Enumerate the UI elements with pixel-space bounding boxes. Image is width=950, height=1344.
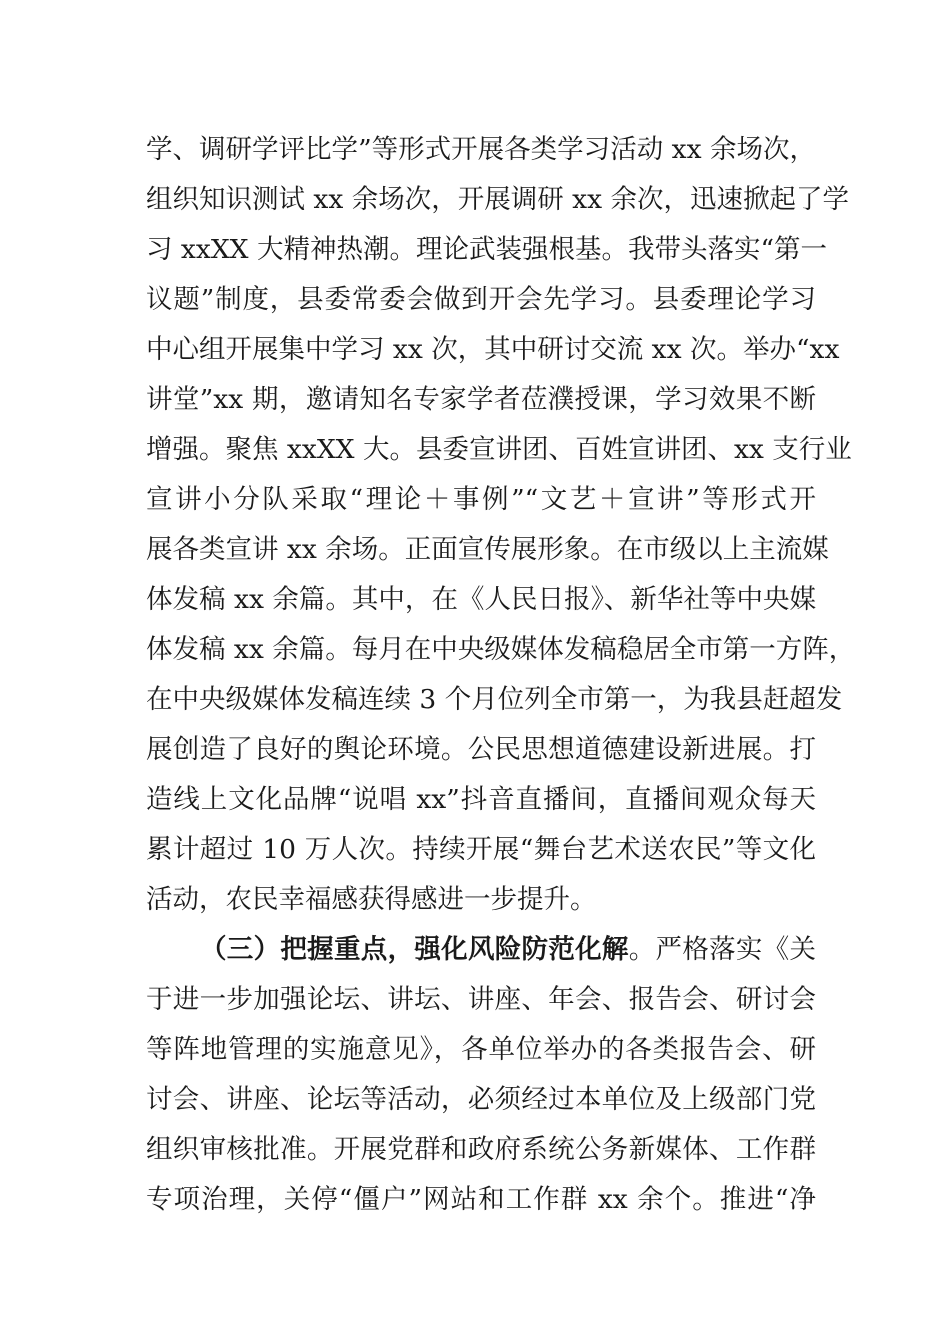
body-text-line: 专项治理，关停“僵户”网站和工作群 xx 余个。推进“净 [146, 1184, 816, 1215]
body-text-line: 在中央级媒体发稿连续 3 个月位列全市第一，为我县赶超发 [146, 684, 843, 715]
body-text-line: 议题”制度，县委常委会做到开会先学习。县委理论学习 [146, 284, 816, 315]
body-text-line: 习 xxXX 大精神热潮。理论武装强根基。我带头落实“第一 [146, 234, 828, 265]
body-text-line: 展各类宣讲 xx 余场。正面宣传展形象。在市级以上主流媒 [146, 534, 829, 565]
body-text-line: 组织审核批准。开展党群和政府系统公务新媒体、工作群 [146, 1134, 816, 1165]
body-text-line: 体发稿 xx 余篇。其中，在《人民日报》、新华社等中央媒 [146, 584, 816, 615]
section-heading-line [200, 930, 816, 970]
body-text-line: 活动，农民幸福感获得感进一步提升。 [146, 884, 597, 915]
body-text-line: 造线上文化品牌“说唱 xx”抖音直播间，直播间观众每天 [146, 784, 816, 815]
section-heading-continuation: 。严格落实《关 [628, 934, 817, 965]
body-text-line: 中心组开展集中学习 xx 次，其中研讨交流 xx 次。举办“xx [146, 334, 840, 365]
body-text-line: 学、调研学评比学”等形式开展各类学习活动 xx 余场次， [146, 134, 816, 165]
body-text-line: 体发稿 xx 余篇。每月在中央级媒体发稿稳居全市第一方阵， [146, 634, 856, 665]
body-text-line: 等阵地管理的实施意见》，各单位举办的各类报告会、研 [146, 1034, 816, 1065]
body-text-line: 于进一步加强论坛、讲坛、讲座、年会、报告会、研讨会 [146, 984, 816, 1015]
body-text-line: 讨会、讲座、论坛等活动，必须经过本单位及上级部门党 [146, 1084, 816, 1115]
section-heading: （三）把握重点，强化风险防范化解 [200, 934, 629, 965]
body-text-line: 增强。聚焦 xxXX 大。县委宣讲团、百姓宣讲团、xx 支行业 [146, 434, 852, 465]
body-text-line: 讲堂”xx 期，邀请知名专家学者莅濮授课，学习效果不断 [146, 384, 816, 415]
body-text-line: 组织知识测试 xx 余场次，开展调研 xx 余次，迅速掀起了学 [146, 184, 849, 215]
body-text-line: 展创造了良好的舆论环境。公民思想道德建设新进展。打 [146, 734, 816, 765]
body-text-line: 累计超过 10 万人次。持续开展“舞台艺术送农民”等文化 [146, 834, 816, 865]
body-text-line: 宣讲小分队采取“理论＋事例”“文艺＋宣讲”等形式开 [146, 484, 816, 515]
